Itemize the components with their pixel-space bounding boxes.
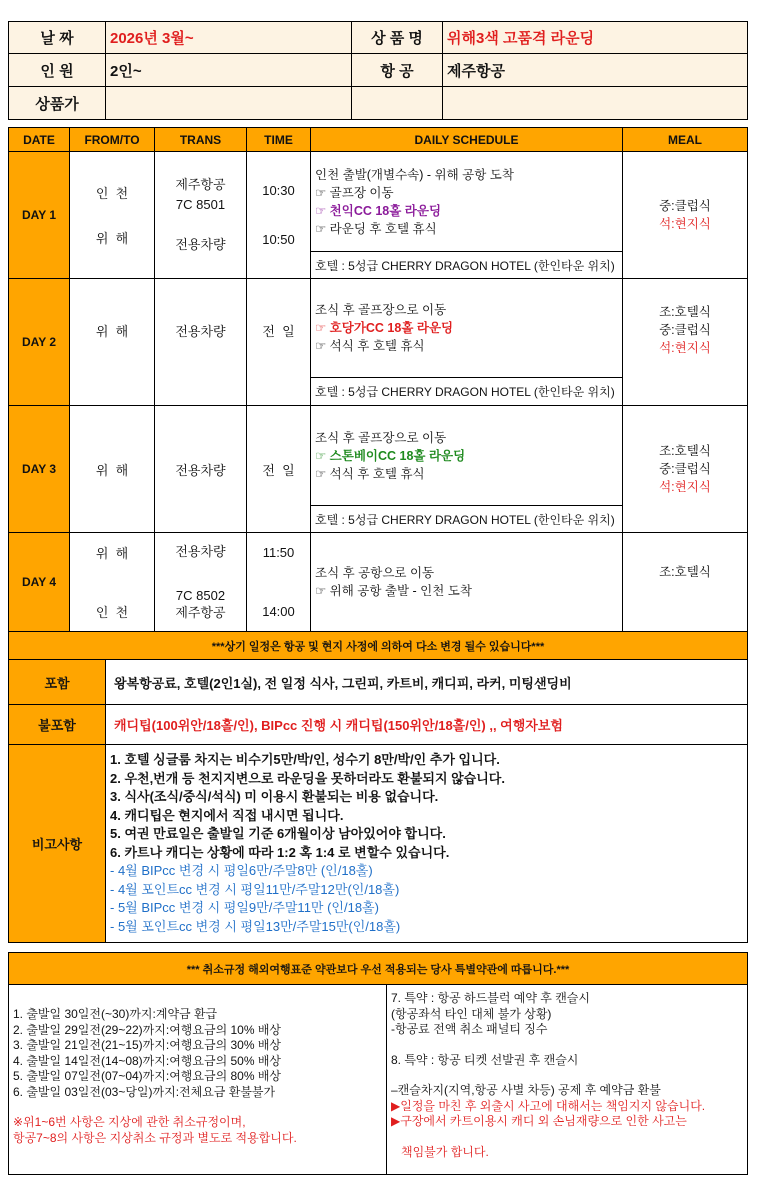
excluded-text: 캐디팁(100위안/18홀/인), BIPcc 진행 시 캐디팁(150위안/18홀/인) ,, 여행자보험 [105,704,748,745]
schedule-line: ☞ 석식 후 호텔 휴식 [315,466,425,481]
trans-cell [154,151,247,279]
hotel-info: 호텔 : 5성급 CHERRY DRAGON HOTEL (한인타운 위치) [310,377,623,406]
price-change-item: - 4월 포인트cc 변경 시 평일11만/주말12만(인/18홀) [110,881,400,897]
meal-cell [622,278,748,406]
special-term: -항공료 전액 취소 패널티 징수 [391,1022,548,1036]
day-label: DAY 2 [8,278,70,406]
from: 인 천 [95,186,129,201]
cancel-note: ※위1~6번 사항은 지상에 관한 취소규정이며, [13,1115,246,1129]
remark-item: 4. 캐디팁은 현지에서 직접 내시면 됩니다. [110,807,344,823]
schedule-line: ☞ 골프장 이동 [315,185,394,200]
meal-breakfast: 조:호텔식 [659,305,711,319]
from-to-cell: 위 해 [69,405,155,533]
people-label: 인 원 [8,53,106,87]
cancel-rule: 4. 출발일 14일전(14~08)까지:여행요금의 50% 배상 [13,1053,282,1068]
special-term: (항공좌석 타인 대체 불가 상황) [391,1006,552,1021]
cancel-header: *** 취소규정 해외여행표준 약관보다 우선 적용되는 당사 특별약관에 따릅니다.*** [8,952,748,985]
flight-number: 7C 8502 [175,588,226,603]
price-change-item: - 5월 포인트cc 변경 시 평일13만/주말15만(인/18홀) [110,918,401,934]
from: 위 해 [95,546,129,561]
header-meal: MEAL [622,127,748,152]
included-label: 포함 [8,659,106,705]
schedule-line: ☞ 위해 공항 출발 - 인천 도착 [315,584,472,598]
header-from-to: FROM/TO [69,127,155,152]
meal-cell [622,532,748,632]
liability-text: 책임불가 합니다. [401,1144,489,1159]
golf-round-line: ☞ 호당가CC 18홀 라운딩 [315,321,454,335]
trans-cell: 전용차량 [154,405,247,533]
transport: 전용차량 [175,237,226,252]
meal-cell [622,405,748,533]
meal-lunch: 중:클럽식 [659,199,711,213]
cancel-note: 항공7~8의 사항은 지상취소 규정과 별도로 적용합니다. [13,1130,297,1145]
trans-cell [154,532,247,632]
price-change-item: - 4월 BIPcc 변경 시 평일6만/주말8만 (인/18홀) [110,863,373,878]
special-term: 8. 특약 : 항공 티켓 선발권 후 캔슬시 [391,1052,579,1067]
to: 인 천 [95,605,129,620]
day-label: DAY 1 [8,151,70,279]
meal-cell [622,151,748,279]
remark-item: 6. 카트나 캐디는 상황에 따라 1:2 혹 1:4 로 변할수 있습니다. [110,844,450,860]
cancel-rule: 5. 출발일 07일전(07~04)까지:여행요금의 80% 배상 [13,1069,282,1083]
from-to-cell [69,151,155,279]
airline-label: 항 공 [351,53,443,87]
header-date: DATE [8,127,70,152]
hotel-info: 호텔 : 5성급 CHERRY DRAGON HOTEL (한인타운 위치) [310,251,623,279]
day-label: DAY 3 [8,405,70,533]
meal-breakfast: 조:호텔식 [659,565,711,579]
time-depart: 10:30 [262,183,295,198]
meal-dinner: 석:현지식 [659,341,711,355]
time-cell [246,532,311,632]
product-label: 상 품 명 [351,21,443,54]
remark-item: 5. 여권 만료일은 출발일 기준 6개월이상 남아있어야 합니다. [110,826,446,841]
trans-cell: 전용차량 [154,278,247,406]
price-label: 상품가 [8,86,106,120]
excluded-label: 불포함 [8,704,106,745]
to: 위 해 [95,231,129,246]
schedule-cell [310,278,623,378]
liability-text: 일정을 마친 후 외출시 사고에 대해서는 책임지지 않습니다. [400,1098,706,1113]
golf-round-line: ☞ 스톤베이CC 18홀 라운딩 [315,448,466,463]
schedule-line: 조식 후 공항으로 이동 [315,566,435,580]
price-change-item: - 5월 BIPcc 변경 시 평일9만/주말11만 (인/18홀) [110,900,379,915]
empty-cell [442,86,748,120]
schedule-notice: ***상기 일정은 항공 및 현지 사정에 의하여 다소 변경 될수 있습니다*** [8,631,748,660]
remark-item: 1. 호텔 싱글룸 차지는 비수기5만/박/인, 성수기 8만/박/인 추가 입니다. [110,752,500,767]
remark-item: 3. 식사(조식/중식/석식) 미 이용시 환불되는 비용 없습니다. [110,789,439,804]
remarks-list [105,744,748,943]
schedule-line: 조식 후 골프장으로 이동 [315,303,447,317]
meal-breakfast: 조:호텔식 [659,444,711,458]
schedule-line: ☞ 석식 후 호텔 휴식 [315,339,425,353]
header-daily-schedule: DAILY SCHEDULE [310,127,623,152]
time-cell [246,151,311,279]
triangle-right-icon: ▶ [391,1114,401,1128]
cancel-right [386,984,748,1175]
cancel-left [8,984,387,1175]
header-trans: TRANS [154,127,247,152]
time-cell: 전 일 [246,278,311,406]
included-text: 왕복항공료, 호텔(2인1실), 전 일정 식사, 그린피, 카트비, 캐디피, 라커, 미팅샌딩비 [105,659,748,705]
cancel-rule: 6. 출발일 03일전(03~당일)까지:전체요금 환불불가 [13,1084,276,1099]
date-label: 날 짜 [8,21,106,54]
transport: 전용차량 [175,544,226,559]
from-to-cell [69,532,155,632]
schedule-cell [310,151,623,252]
price-value [105,86,352,120]
schedule-line: 조식 후 골프장으로 이동 [315,430,447,445]
time-arrive: 10:50 [262,232,295,247]
day-label: DAY 4 [8,532,70,632]
remark-item: 2. 우천,번개 등 천지지변으로 라운딩을 못하더라도 환불되지 않습니다. [110,770,505,786]
airline: 제주항공 [175,605,226,620]
hotel-info: 호텔 : 5성급 CHERRY DRAGON HOTEL (한인타운 위치) [310,505,623,533]
time-depart: 11:50 [262,545,295,560]
flight-block [175,587,225,621]
header-time: TIME [246,127,311,152]
meal-dinner: 석:현지식 [659,217,711,231]
meal-lunch: 중:클럽식 [659,462,711,476]
airline-value: 제주항공 [442,53,748,87]
time-arrive: 14:00 [262,604,295,619]
liability-note [391,1114,687,1130]
schedule-cell [310,405,623,506]
flight-number: 7C 8501 [175,197,226,212]
schedule-line: 인천 출발(개별수속) - 위해 공항 도착 [315,167,514,182]
liability-note [391,1099,705,1115]
meal-lunch: 중:클럽식 [659,323,711,337]
date-value: 2026년 3월~ [105,21,352,54]
time-cell: 전 일 [246,405,311,533]
empty-cell [351,86,443,120]
product-value: 위해3색 고품격 라운딩 [442,21,748,54]
meal-dinner: 석:현지식 [659,480,711,494]
cancel-rule: 3. 출발일 21일전(21~15)까지:여행요금의 30% 배상 [13,1038,282,1052]
remarks-label: 비고사항 [8,744,106,943]
cancel-rule: 2. 출발일 29일전(29~22)까지:여행요금의 10% 배상 [13,1022,282,1037]
special-term: –캔슬차지(지역,항공 사별 차등) 공제 후 예약금 환불 [391,1083,661,1097]
cancel-rule: 1. 출발일 30일전(~30)까지:계약금 환급 [13,1007,218,1021]
airline: 제주항공 [175,177,226,192]
golf-round-line: ☞ 천익CC 18홀 라운딩 [315,203,442,218]
schedule-line: ☞ 라운딩 후 호텔 휴식 [315,221,437,236]
liability-text: 구장에서 카트이용시 캐디 외 손님재량으로 인한 사고는 [400,1114,687,1128]
schedule-cell [310,532,623,632]
triangle-right-icon: ▶ [391,1098,401,1113]
special-term: 7. 특약 : 항공 하드블럭 예약 후 캔슬시 [391,991,590,1005]
people-value: 2인~ [105,53,352,87]
from-to-cell: 위 해 [69,278,155,406]
